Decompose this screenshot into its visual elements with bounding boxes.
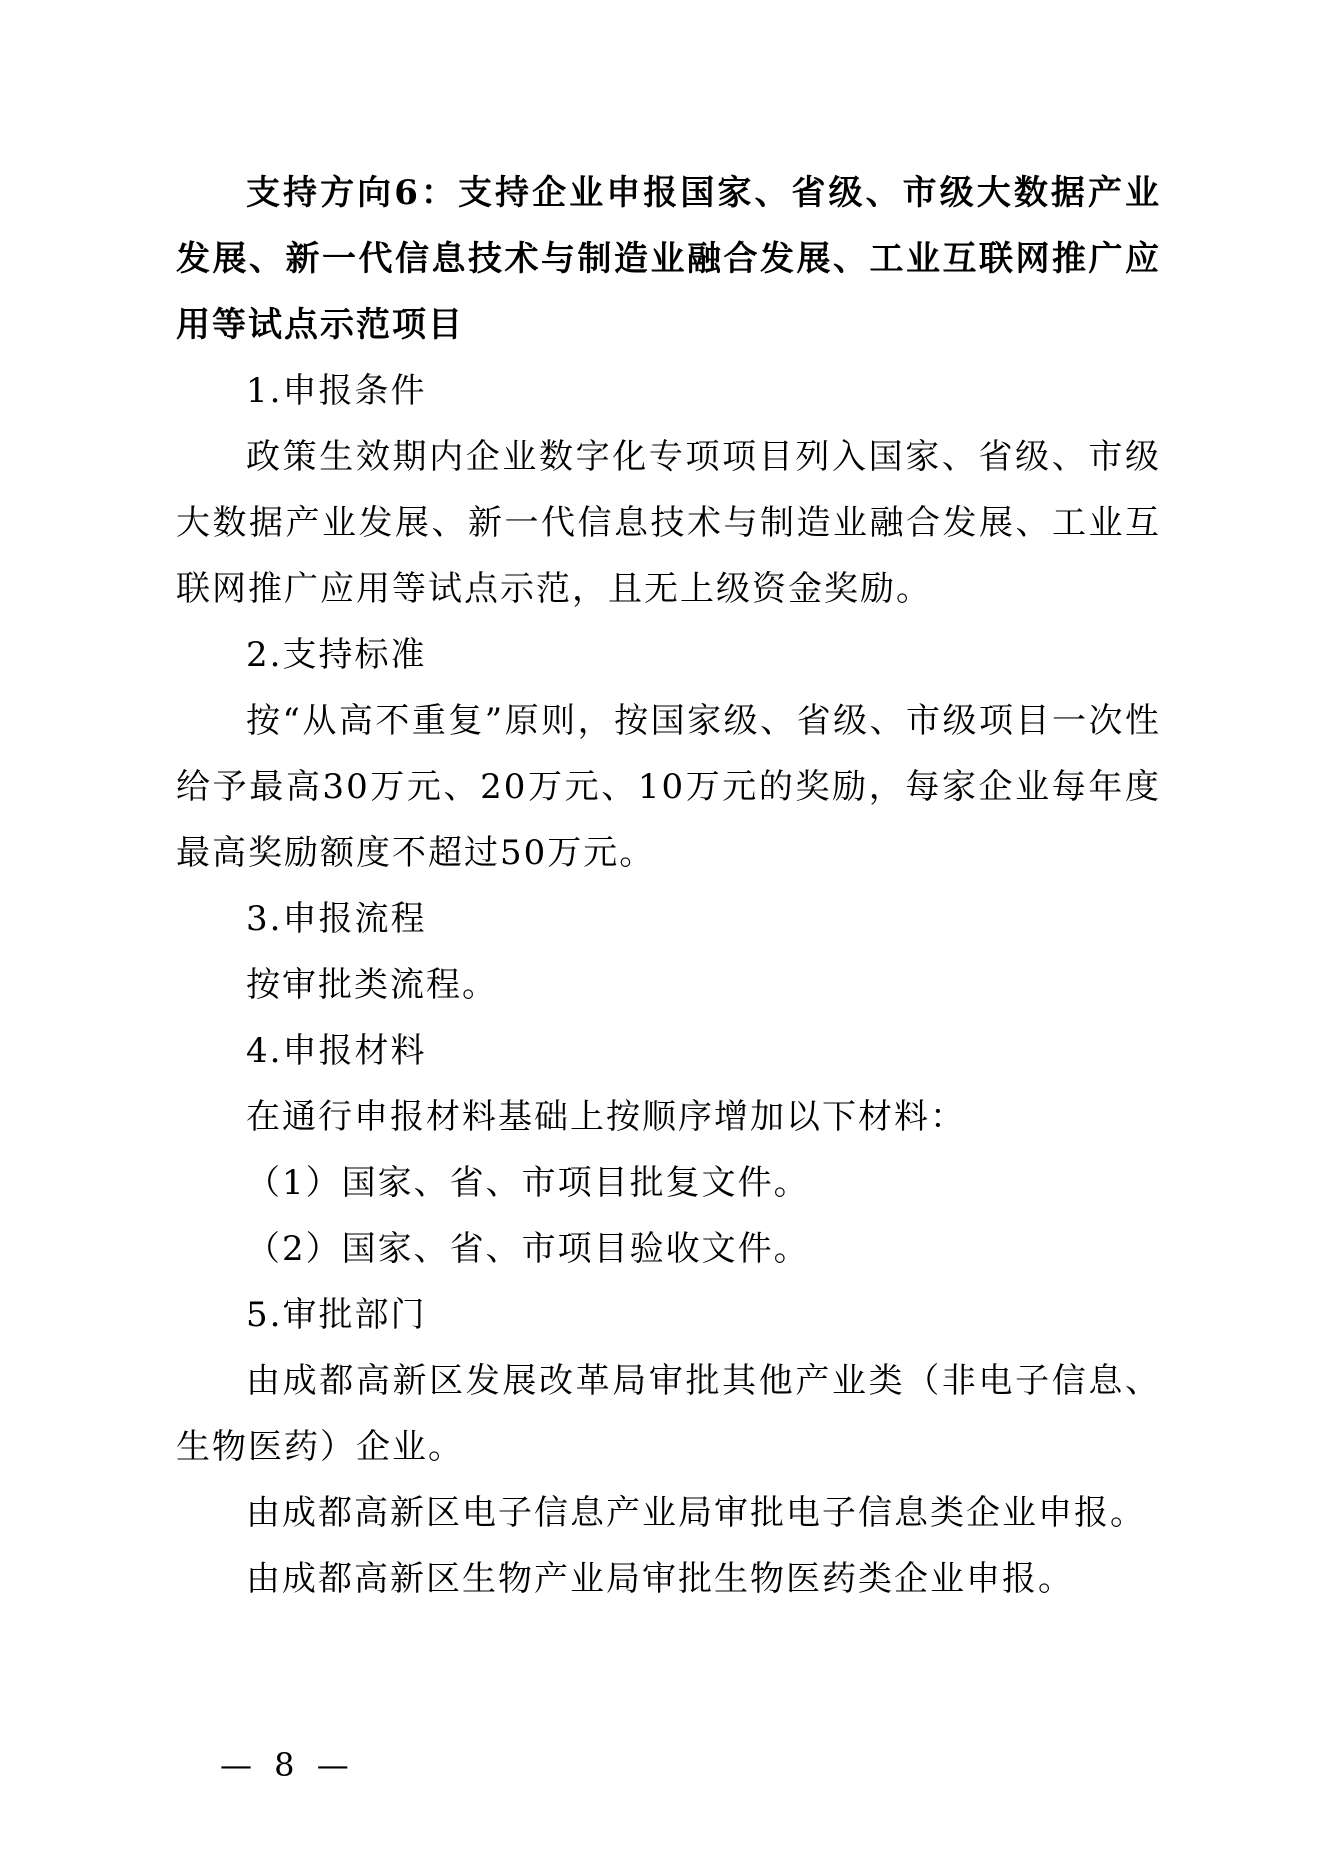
section-3-paragraph: 按审批类流程。: [246, 965, 498, 1005]
section-1-title: 1.申报条件: [246, 371, 427, 411]
section-5-paragraph-3: 由成都高新区生物产业局审批生物医药类企业申报。: [246, 1559, 1074, 1599]
section-5-title: 5.审批部门: [246, 1295, 427, 1335]
section-4-title: 4.申报材料: [246, 1031, 427, 1071]
section-heading: 支持方向6：支持企业申报国家、省级、市级大数据产业发展、新一代信息技术与制造业融合发展、工业互联网推广应用等试点示范项目: [176, 173, 1161, 345]
section-2-paragraph: 按“从高不重复”原则，按国家级、省级、市级项目一次性给予最高30万元、20万元、10万元的奖励，每家企业每年度最高奖励额度不超过50万元。: [176, 701, 1161, 873]
page-number: — 8 —: [220, 1746, 355, 1784]
section-1-paragraph: 政策生效期内企业数字化专项项目列入国家、省级、市级大数据产业发展、新一代信息技术与制造业融合发展、工业互联网推广应用等试点示范，且无上级资金奖励。: [176, 437, 1161, 609]
section-5-paragraph-1: 由成都高新区发展改革局审批其他产业类（非电子信息、生物医药）企业。: [176, 1361, 1161, 1467]
section-3-title: 3.申报流程: [246, 899, 427, 939]
section-2-title: 2.支持标准: [246, 635, 427, 675]
section-5-paragraph-2: 由成都高新区电子信息产业局审批电子信息类企业申报。: [246, 1493, 1146, 1533]
section-4-paragraph: 在通行申报材料基础上按顺序增加以下材料：: [246, 1097, 966, 1137]
section-4-item-2: （2）国家、省、市项目验收文件。: [246, 1229, 810, 1269]
section-4-item-1: （1）国家、省、市项目批复文件。: [246, 1163, 810, 1203]
document-body: [176, 160, 1161, 1612]
